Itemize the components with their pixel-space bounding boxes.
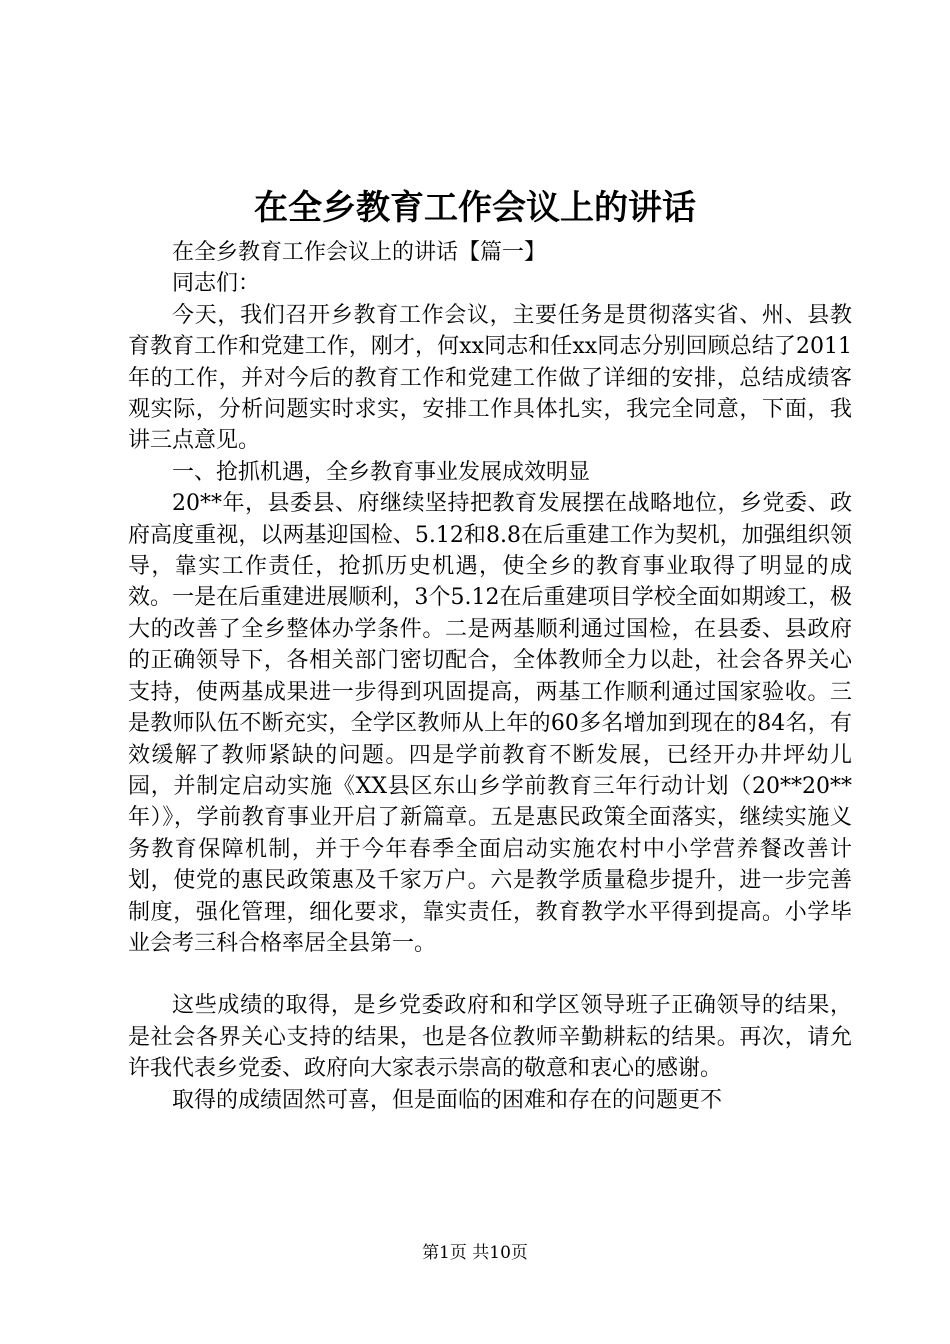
- page-footer: 第1页 共10页: [422, 1243, 528, 1263]
- document-body: [128, 237, 852, 1116]
- paragraph-intro: 今天，我们召开乡教育工作会议，主要任务是贯彻落实省、州、县教育教育工作和党建工作，刚才，何xx同志和任xx同志分别回顾总结了2011年的工作，并对今后的教育工作和党建工作做了详细的安排，总结成绩客观实际，分析问题实时求实，安排工作具体扎实，我完全同意，下面，我讲三点意见。: [128, 302, 852, 454]
- document-title: 在全乡教育工作会议上的讲话: [254, 188, 696, 228]
- section-heading: 在全乡教育工作会议上的讲话【篇一】: [172, 240, 547, 265]
- subheading-one: 一、抢抓机遇，全乡教育事业发展成效明显: [172, 459, 591, 485]
- paragraph-thanks: 这些成绩的取得，是乡党委政府和和学区领导班子正确领导的结果，是社会各界关心支持的结果，也是各位教师辛勤耕耘的结果。再次，请允许我代表乡党委、政府向大家表示崇高的敬意和衷心的感谢。: [128, 993, 852, 1082]
- paragraph-achievements: 20**年，县委县、府继续坚持把教育发展摆在战略地位，乡党委、政府高度重视，以两基迎国检、5.12和8.8在后重建工作为契机，加强组织领导，靠实工作责任，抢抓历史机遇，使全乡的教育事业取得了明显的成效。一是在后重建进展顺利，3个5.12在后重建项目学校全面如期竣工，极大的改善了全乡整体办学条件。二是两基顺利通过国检，在县委、县政府的正确领导下，各相关部门密切配合，全体教师全力以赴，社会各界关心支持，使两基成果进一步得到巩固提高，两基工作顺利通过国家验收。三是教师队伍不断充实，全学区教师从上年的60多名增加到现在的84名，有效缓解了教师紧缺的问题。四是学前教育不断发展，已经开办井坪幼儿园，并制定启动实施《XX县区东山乡学前教育三年行动计划（20**20**年）》，学前教育事业开启了新篇章。五是惠民政策全面落实，继续实施义务教育保障机制，并于今年春季全面启动实施农村中小学营养餐改善计划，使党的惠民政策惠及千家万户。六是教学质量稳步提升，进一步完善制度，强化管理，细化要求，靠实责任，教育教学水平得到提高。小学毕业会考三科合格率居全县第一。: [128, 491, 852, 956]
- salutation: 同志们：: [172, 271, 261, 297]
- paragraph-challenges: 取得的成绩固然可喜，但是面临的困难和存在的问题更不: [172, 1087, 723, 1113]
